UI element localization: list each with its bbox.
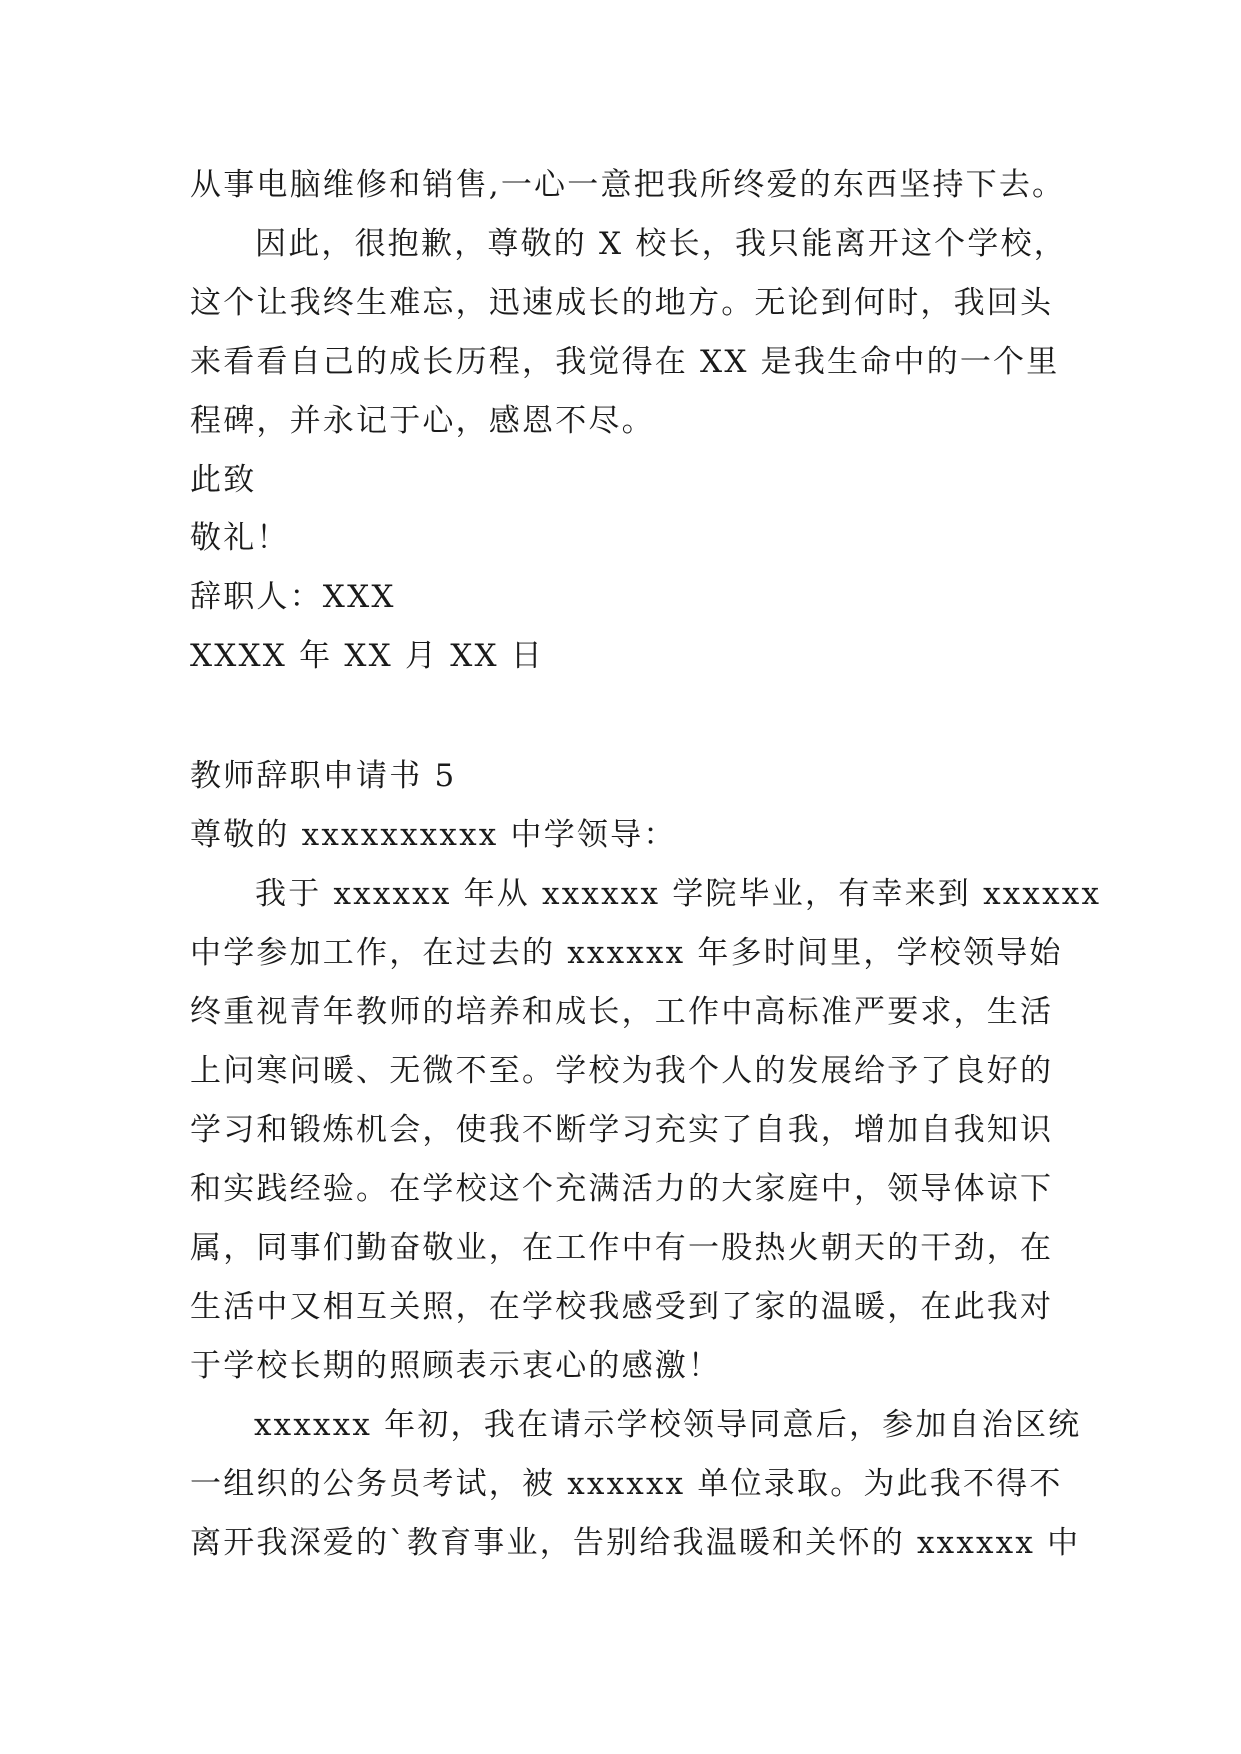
closing-salutation: 此致 xyxy=(190,462,257,498)
body-text-line: 和实践经验。在学校这个充满活力的大家庭中，领导体谅下 xyxy=(190,1171,1054,1207)
closing-regards: 敬礼！ xyxy=(190,520,290,556)
body-text-line: 于学校长期的照顾表示衷心的感激！ xyxy=(190,1348,722,1384)
body-text-line: 生活中又相互关照，在学校我感受到了家的温暖，在此我对 xyxy=(190,1289,1054,1325)
body-text-line: 终重视青年教师的培养和成长，工作中高标准严要求，生活 xyxy=(190,994,1054,1030)
body-text-line: 一组织的公务员考试，被 xxxxxx 单位录取。为此我不得不 xyxy=(190,1466,1063,1502)
greeting-line: 尊敬的 xxxxxxxxxx 中学领导： xyxy=(190,817,677,853)
body-text-line: 程碑，并永记于心，感恩不尽。 xyxy=(190,403,655,439)
body-text-line: 我于 xxxxxx 年从 xxxxxx 学院毕业，有幸来到 xxxxxx xyxy=(255,876,1102,912)
date-line: XXXX 年 XX 月 XX 日 xyxy=(190,638,545,674)
body-text-line: 离开我深爱的`教育事业，告别给我温暖和关怀的 xxxxxx 中 xyxy=(190,1525,1081,1561)
body-text-line: 从事电脑维修和销售,一心一意把我所终爱的东西坚持下去。 xyxy=(190,167,1066,203)
body-text-line: 因此，很抱歉，尊敬的 X 校长，我只能离开这个学校， xyxy=(255,226,1067,262)
body-text-line: 属，同事们勤奋敬业，在工作中有一股热火朝天的干劲，在 xyxy=(190,1230,1054,1266)
body-text-line: 学习和锻炼机会，使我不断学习充实了自我，增加自我知识 xyxy=(190,1112,1054,1148)
body-text-line: 来看看自己的成长历程，我觉得在 XX 是我生命中的一个里 xyxy=(190,344,1060,380)
section-title: 教师辞职申请书 5 xyxy=(190,758,457,794)
body-text-line: 上问寒问暖、无微不至。学校为我个人的发展给予了良好的 xyxy=(190,1053,1054,1089)
body-text-line: 这个让我终生难忘，迅速成长的地方。无论到何时，我回头 xyxy=(190,285,1054,321)
body-text-line: xxxxxx 年初，我在请示学校领导同意后，参加自治区统 xyxy=(254,1407,1082,1443)
body-text-line: 中学参加工作，在过去的 xxxxxx 年多时间里，学校领导始 xyxy=(190,935,1063,971)
signature-line: 辞职人：XXX xyxy=(190,579,396,615)
